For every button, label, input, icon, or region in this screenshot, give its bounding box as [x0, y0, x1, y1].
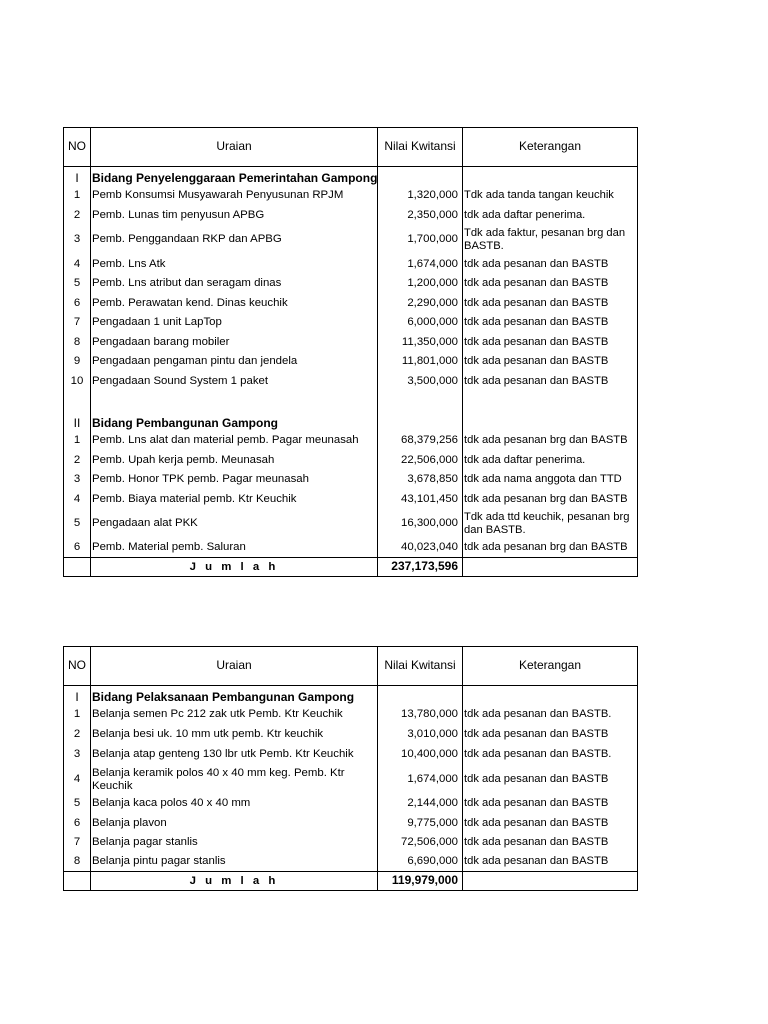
row-nilai: 2,350,000 — [378, 206, 463, 225]
header-no: NO — [64, 128, 91, 167]
table-row — [64, 451, 638, 470]
row-number: 1 — [64, 431, 91, 451]
jumlah-row — [64, 872, 638, 891]
table-row — [64, 794, 638, 814]
row-number: 9 — [64, 352, 91, 372]
row-uraian: Pemb. Lunas tim penyusun APBG — [91, 206, 378, 225]
table-row — [64, 274, 638, 294]
table-row — [64, 814, 638, 833]
table-row — [64, 539, 638, 558]
row-nilai: 10,400,000 — [378, 744, 463, 766]
row-keterangan: tdk ada pesanan dan BASTB — [463, 814, 638, 833]
row-keterangan: tdk ada pesanan dan BASTB. — [463, 744, 638, 766]
row-number: 2 — [64, 725, 91, 744]
row-number: 10 — [64, 372, 91, 391]
row-keterangan: tdk ada pesanan dan BASTB — [463, 853, 638, 872]
row-keterangan: tdk ada daftar penerima. — [463, 206, 638, 225]
row-number: 7 — [64, 313, 91, 333]
row-keterangan: tdk ada pesanan dan BASTB — [463, 766, 638, 794]
header-keterangan: Keterangan — [463, 647, 638, 686]
row-number: 7 — [64, 833, 91, 853]
row-nilai: 11,350,000 — [378, 333, 463, 352]
table-row — [64, 206, 638, 225]
row-nilai: 1,674,000 — [378, 766, 463, 794]
row-nilai: 1,200,000 — [378, 274, 463, 294]
jumlah-value: 119,979,000 — [378, 872, 463, 891]
row-uraian: Pemb. Biaya material pemb. Ktr Keuchik — [91, 490, 378, 509]
row-number: 2 — [64, 451, 91, 470]
row-number: 6 — [64, 294, 91, 313]
section-row — [64, 411, 638, 431]
row-uraian: Pengadaan alat PKK — [91, 509, 378, 539]
row-keterangan: tdk ada pesanan dan BASTB — [463, 313, 638, 333]
row-nilai: 2,290,000 — [378, 294, 463, 313]
table-row — [64, 470, 638, 490]
row-number: 1 — [64, 705, 91, 725]
row-keterangan: tdk ada pesanan dan BASTB — [463, 725, 638, 744]
row-uraian: Pemb. Perawatan kend. Dinas keuchik — [91, 294, 378, 313]
row-nilai: 72,506,000 — [378, 833, 463, 853]
row-keterangan: tdk ada pesanan dan BASTB — [463, 794, 638, 814]
row-uraian: Belanja atap genteng 130 lbr utk Pemb. Ktr Keuchik — [91, 744, 378, 766]
row-nilai: 11,801,000 — [378, 352, 463, 372]
row-number: 4 — [64, 255, 91, 274]
row-uraian: Pemb. Lns alat dan material pemb. Pagar meunasah — [91, 431, 378, 451]
table-row — [64, 490, 638, 509]
section-title: Bidang Pelaksanaan Pembangunan Gampong — [91, 686, 378, 705]
row-keterangan: Tdk ada ttd keuchik, pesanan brg dan BASTB. — [463, 509, 638, 539]
row-uraian: Pemb Konsumsi Musyawarah Penyusunan RPJM — [91, 186, 378, 206]
row-number: 3 — [64, 470, 91, 490]
table-row — [64, 853, 638, 872]
row-keterangan: tdk ada pesanan brg dan BASTB — [463, 431, 638, 451]
row-uraian: Pengadaan barang mobiler — [91, 333, 378, 352]
row-uraian: Pengadaan Sound System 1 paket — [91, 372, 378, 391]
row-keterangan: tdk ada pesanan dan BASTB — [463, 333, 638, 352]
header-nilai-kwitansi: Nilai Kwitansi — [378, 647, 463, 686]
row-keterangan: tdk ada pesanan dan BASTB — [463, 833, 638, 853]
row-uraian: Belanja pagar stanlis — [91, 833, 378, 853]
row-nilai: 3,500,000 — [378, 372, 463, 391]
table-row — [64, 255, 638, 274]
row-uraian: Belanja besi uk. 10 mm utk pemb. Ktr keuchik — [91, 725, 378, 744]
section-title: Bidang Penyelenggaraan Pemerintahan Gampong — [91, 167, 378, 186]
row-nilai: 16,300,000 — [378, 509, 463, 539]
row-nilai: 43,101,450 — [378, 490, 463, 509]
row-uraian: Pengadaan pengaman pintu dan jendela — [91, 352, 378, 372]
header-no: NO — [64, 647, 91, 686]
table-row — [64, 705, 638, 725]
row-number: 3 — [64, 225, 91, 255]
row-keterangan: tdk ada nama anggota dan TTD — [463, 470, 638, 490]
row-uraian: Pemb. Lns Atk — [91, 255, 378, 274]
row-keterangan: tdk ada pesanan dan BASTB — [463, 274, 638, 294]
table-row — [64, 313, 638, 333]
row-uraian: Pemb. Material pemb. Saluran — [91, 539, 378, 558]
row-uraian: Pengadaan 1 unit LapTop — [91, 313, 378, 333]
row-number: 6 — [64, 539, 91, 558]
row-nilai: 6,690,000 — [378, 853, 463, 872]
header-uraian: Uraian — [91, 647, 378, 686]
header-nilai-kwitansi: Nilai Kwitansi — [378, 128, 463, 167]
table-header-row — [64, 647, 638, 686]
jumlah-row — [64, 558, 638, 577]
row-nilai: 40,023,040 — [378, 539, 463, 558]
jumlah-value: 237,173,596 — [378, 558, 463, 577]
jumlah-label: J u m l a h — [91, 872, 378, 891]
table-header-row — [64, 128, 638, 167]
jumlah-label: J u m l a h — [91, 558, 378, 577]
table-row — [64, 725, 638, 744]
table-2-pelaksanaan — [63, 646, 638, 891]
row-nilai: 13,780,000 — [378, 705, 463, 725]
row-keterangan: tdk ada pesanan dan BASTB — [463, 352, 638, 372]
section-row — [64, 167, 638, 186]
row-number: 2 — [64, 206, 91, 225]
header-uraian: Uraian — [91, 128, 378, 167]
row-uraian: Pemb. Honor TPK pemb. Pagar meunasah — [91, 470, 378, 490]
table-row — [64, 225, 638, 255]
table-row — [64, 333, 638, 352]
row-number: 5 — [64, 794, 91, 814]
row-uraian: Belanja kaca polos 40 x 40 mm — [91, 794, 378, 814]
row-nilai: 22,506,000 — [378, 451, 463, 470]
row-number: 8 — [64, 333, 91, 352]
row-keterangan: tdk ada pesanan brg dan BASTB — [463, 490, 638, 509]
table-row — [64, 744, 638, 766]
row-nilai: 3,010,000 — [378, 725, 463, 744]
row-uraian: Belanja plavon — [91, 814, 378, 833]
row-keterangan: Tdk ada faktur, pesanan brg dan BASTB. — [463, 225, 638, 255]
table-1-penyelenggaraan — [63, 127, 638, 577]
row-keterangan: tdk ada daftar penerima. — [463, 451, 638, 470]
section-number: II — [64, 411, 91, 431]
row-uraian: Pemb. Penggandaan RKP dan APBG — [91, 225, 378, 255]
row-nilai: 6,000,000 — [378, 313, 463, 333]
row-nilai: 3,678,850 — [378, 470, 463, 490]
row-uraian: Pemb. Upah kerja pemb. Meunasah — [91, 451, 378, 470]
row-number: 8 — [64, 853, 91, 872]
row-keterangan: tdk ada pesanan brg dan BASTB — [463, 539, 638, 558]
row-nilai: 1,700,000 — [378, 225, 463, 255]
table-row — [64, 372, 638, 391]
table-row — [64, 833, 638, 853]
table-row — [64, 186, 638, 206]
row-number: 4 — [64, 490, 91, 509]
table-row — [64, 352, 638, 372]
header-keterangan: Keterangan — [463, 128, 638, 167]
row-number: 4 — [64, 766, 91, 794]
row-number: 5 — [64, 274, 91, 294]
row-number: 1 — [64, 186, 91, 206]
table-row — [64, 766, 638, 794]
row-uraian: Belanja pintu pagar stanlis — [91, 853, 378, 872]
row-nilai: 1,320,000 — [378, 186, 463, 206]
section-number: I — [64, 167, 91, 186]
row-number: 3 — [64, 744, 91, 766]
section-row — [64, 686, 638, 705]
row-nilai: 2,144,000 — [378, 794, 463, 814]
row-number: 6 — [64, 814, 91, 833]
row-keterangan: tdk ada pesanan dan BASTB — [463, 294, 638, 313]
row-keterangan: tdk ada pesanan dan BASTB — [463, 372, 638, 391]
spacer-row — [64, 391, 638, 411]
row-keterangan: tdk ada pesanan dan BASTB. — [463, 705, 638, 725]
row-number: 5 — [64, 509, 91, 539]
row-uraian: Belanja semen Pc 212 zak utk Pemb. Ktr Keuchik — [91, 705, 378, 725]
row-keterangan: Tdk ada tanda tangan keuchik — [463, 186, 638, 206]
section-number: I — [64, 686, 91, 705]
section-title: Bidang Pembangunan Gampong — [91, 411, 378, 431]
row-nilai: 9,775,000 — [378, 814, 463, 833]
row-uraian: Belanja keramik polos 40 x 40 mm keg. Pemb. Ktr Keuchik — [91, 766, 378, 794]
row-nilai: 68,379,256 — [378, 431, 463, 451]
row-nilai: 1,674,000 — [378, 255, 463, 274]
table-row — [64, 294, 638, 313]
table-row — [64, 431, 638, 451]
table-row — [64, 509, 638, 539]
row-uraian: Pemb. Lns atribut dan seragam dinas — [91, 274, 378, 294]
row-keterangan: tdk ada pesanan dan BASTB — [463, 255, 638, 274]
